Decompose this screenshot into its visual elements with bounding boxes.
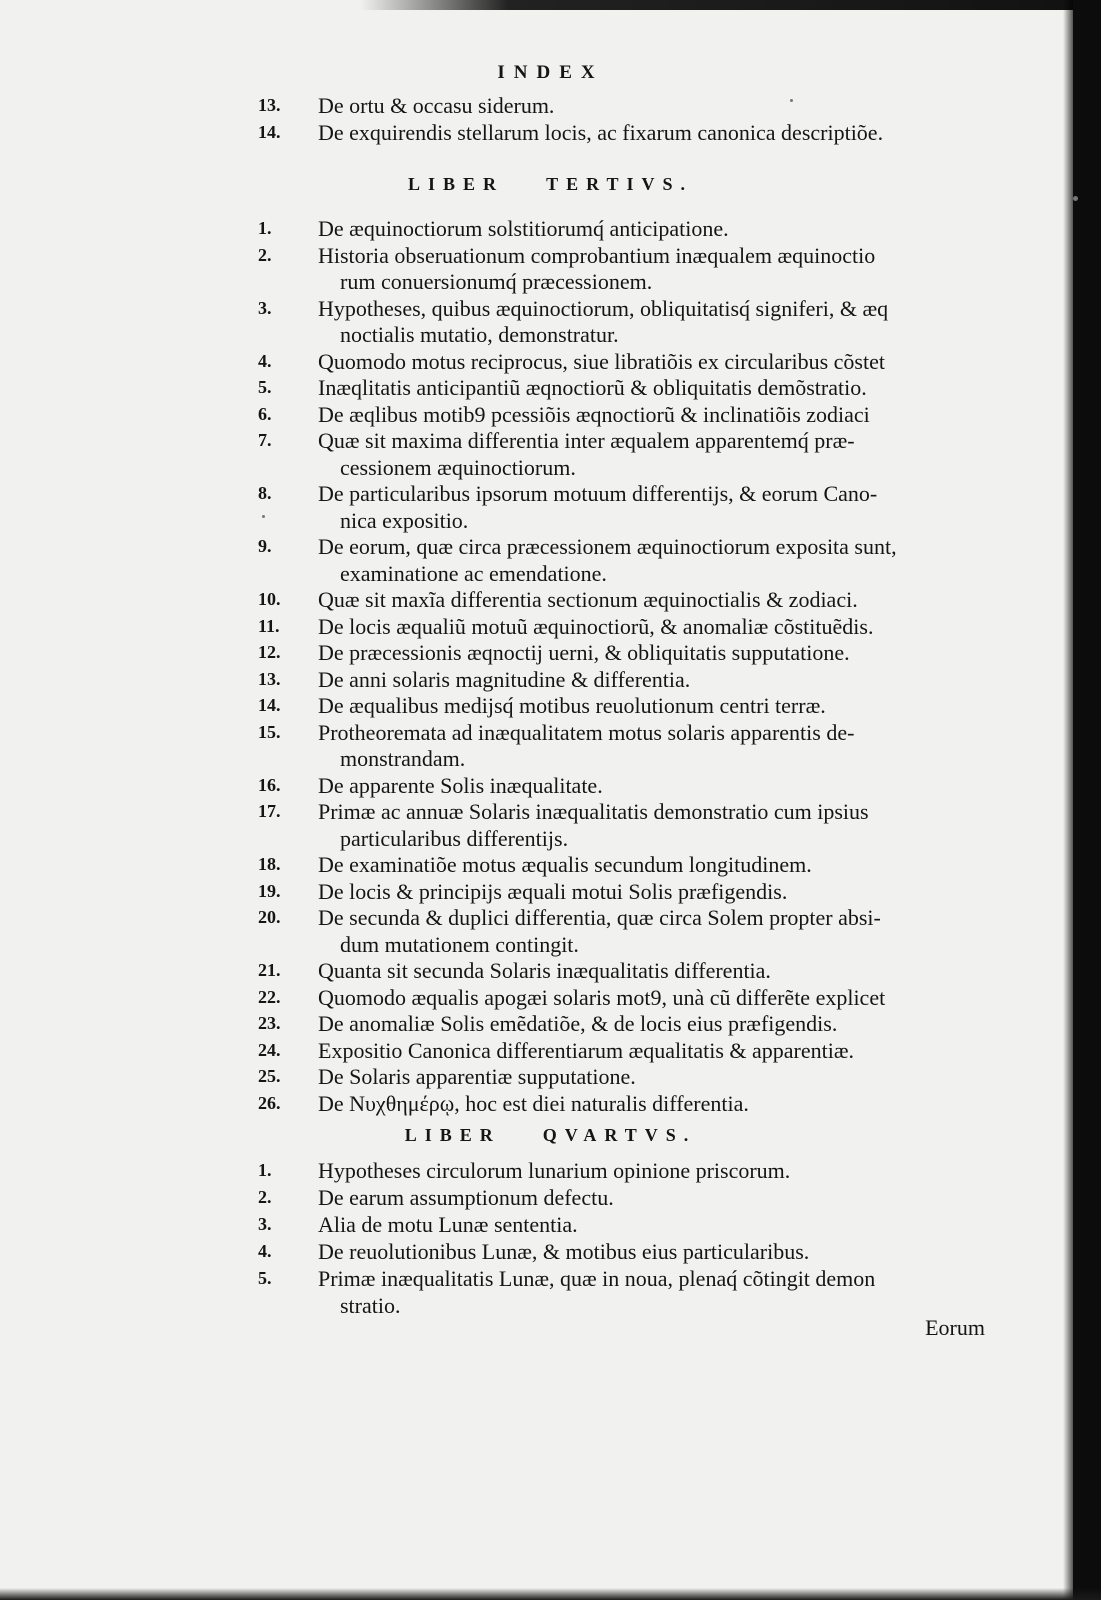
entry-number: 4. [258,350,272,371]
entry-title-continuation: dum mutationem contingit. [340,931,579,957]
entry-number: 10. [258,589,281,609]
entry-number: 2. [258,1187,272,1207]
entry-number: 6. [258,403,272,424]
entry-title: De apparente Solis inæqualitate. [318,772,603,798]
entry-title: Quæ sit maxĩa differentia sectionum æquinoctialis & zodiaci. [318,587,858,612]
entry-number: 11. [258,615,280,636]
entry-title: Alia de motu Lunæ sententia. [318,1212,578,1237]
entry-number: 7. [258,430,272,450]
entry-number: 3. [258,297,272,318]
entry-number: 4. [258,1241,272,1261]
section-heading-left: LIBER [408,174,505,194]
entry-title-continuation: monstrandam. [340,746,466,771]
entry-title-continuation: noctialis mutatio, demonstratur. [340,322,619,347]
entry-number: 21. [258,960,281,980]
entry-title-continuation: cessionem æquinoctiorum. [340,454,576,480]
entry-number: 16. [258,774,281,795]
entry-title-continuation: rum conuersionumq́ præcessionem. [340,269,653,294]
section-heading-liber-tertius [0,174,1101,195]
section-heading-right: TERTIVS. [546,174,693,194]
section-heading-right: QVARTVS. [542,1125,697,1145]
entry-title-continuation: stratio. [340,1293,401,1318]
entry-number: 25. [258,1066,281,1086]
entry-number: 13. [258,668,281,689]
entry-title: De anni solaris magnitudine & differentia. [318,666,691,692]
entry-title: Protheoremata ad inæqualitatem motus solaris apparentis de- [318,719,855,745]
entry-title-continuation: nica expositio. [340,507,469,533]
entry-title: Primæ inæqualitatis Lunæ, quæ in noua, plenaq́ cõtingit demon [318,1266,876,1291]
entry-title: De earum assumptionum defectu. [318,1185,614,1210]
entry-title: De examinatiõe motus æqualis secundum longitudinem. [318,852,812,877]
entry-title: De ortu & occasu siderum. [318,93,555,118]
entry-number: 23. [258,1013,281,1033]
entry-number: 3. [258,1214,272,1234]
entry-number: 14. [258,122,281,142]
catchword: Eorum [925,1315,985,1340]
entry-title: Inæqlitatis anticipantiũ æqnoctiorũ & obliquitatis demõstratio. [318,375,867,400]
entry-title: Quomodo æqualis apogæi solaris mot9, unà cũ differẽte explicet [318,984,886,1010]
entry-title: De particularibus ipsorum motuum differentijs, & eorum Cano- [318,481,878,506]
entry-number: 26. [258,1092,281,1113]
entry-number: 9. [258,536,272,556]
entry-title: Expositio Canonica differentiarum æqualitatis & apparentiæ. [318,1037,855,1063]
running-head: INDEX [497,62,604,83]
entry-number: 17. [258,801,281,821]
section-heading-liber-quartus [0,1125,1101,1146]
entry-title: Hypotheses, quibus æquinoctiorum, obliquitatisq́ signiferi, & æq [318,295,889,321]
entry-title: Historia obseruationum comprobantium inæqualem æquinoctio [318,242,876,268]
entry-title: De Νυχθημέρῳ, hoc est diei naturalis differentia. [318,1090,749,1116]
entry-title: De eorum, quæ circa præcessionem æquinoctiorum exposita sunt, [318,534,897,559]
entry-title: De secunda & duplici differentia, quæ circa Solem propter absi- [318,905,881,930]
entry-number: 1. [258,1160,272,1180]
entry-number: 5. [258,1268,272,1288]
entry-title: Hypotheses circulorum lunarium opinione priscorum. [318,1158,791,1183]
entry-title: Primæ ac annuæ Solaris inæqualitatis demonstratio cum ipsius [318,799,869,824]
section-heading-left: LIBER [404,1125,501,1145]
entry-title: De æqualibus medijsq́ motibus reuolutionum centri terræ. [318,693,826,718]
entry-title: De locis & principijs æquali motui Solis præfigendis. [318,878,788,904]
entry-title: De æqlibus motib9 pcessiõis æqnoctiorũ & inclinatiõis zodiaci [318,401,870,427]
entry-title: Quæ sit maxima differentia inter æqualem apparentemq́ præ- [318,428,855,453]
entry-title: De locis æqualiũ motuũ æquinoctiorũ, & anomaliæ cõstituẽdis. [318,613,874,639]
entry-number: 8. [258,483,272,503]
entry-title-continuation: particularibus differentijs. [340,825,569,851]
entry-number: 18. [258,854,281,874]
entry-number: 22. [258,986,281,1007]
entry-title: De Solaris apparentiæ supputatione. [318,1064,636,1089]
entry-number: 1. [258,218,272,238]
entry-number: 24. [258,1039,281,1060]
entry-title: De æquinoctiorum solstitiorumq́ anticipatione. [318,216,729,241]
entry-number: 12. [258,642,281,662]
entry-title: De præcessionis æqnoctij uerni, & obliquitatis supputatione. [318,640,850,665]
entry-title: Quanta sit secunda Solaris inæqualitatis differentia. [318,958,771,983]
entry-number: 20. [258,907,281,927]
entry-number: 19. [258,880,281,901]
entry-title: De exquirendis stellarum locis, ac fixarum canonica descriptiõe. [318,120,884,145]
entry-number: 5. [258,377,272,397]
entry-number: 2. [258,244,272,265]
entry-title: De reuolutionibus Lunæ, & motibus eius particularibus. [318,1239,810,1264]
entry-number: 14. [258,695,281,715]
entry-title: De anomaliæ Solis emẽdatiõe, & de locis eius præfigendis. [318,1011,838,1036]
entry-title-continuation: examinatione ac emendatione. [340,560,607,586]
entry-number: 15. [258,721,281,742]
entry-number: 13. [258,95,281,115]
entry-title: Quomodo motus reciprocus, siue libratiõis ex circularibus cõstet [318,348,885,374]
